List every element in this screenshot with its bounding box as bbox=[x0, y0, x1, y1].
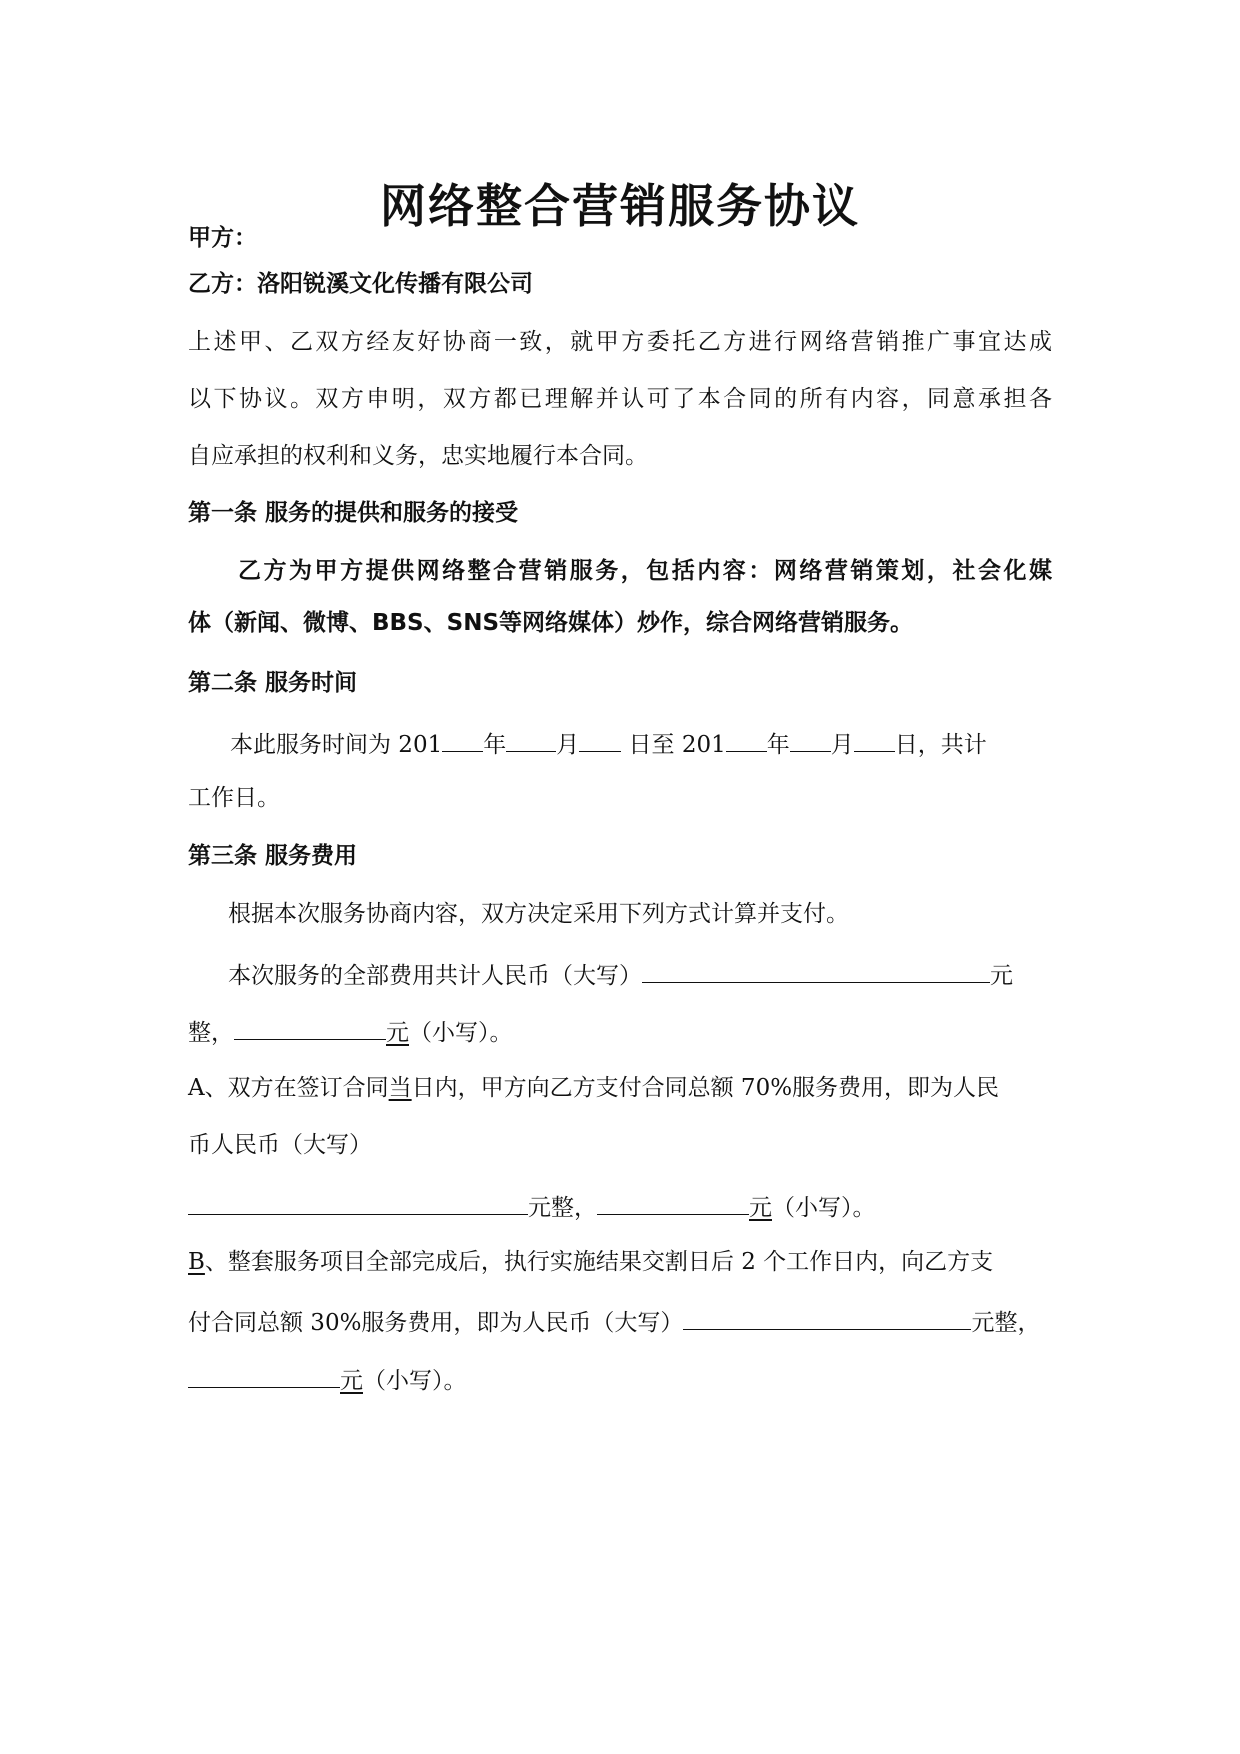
document-title: 网络整合营销服务协议 bbox=[380, 179, 860, 233]
payment-b-uppercase-blank[interactable] bbox=[683, 1303, 971, 1330]
payment-a-lowercase-label: （小写）。 bbox=[772, 1195, 876, 1221]
article-1-heading: 第一条 服务的提供和服务的接受 bbox=[188, 500, 519, 526]
period-text-start: 本此服务时间为 201 bbox=[230, 732, 443, 758]
payment-a-line-3 bbox=[188, 1188, 876, 1224]
payment-b-yuan: 元 bbox=[340, 1368, 363, 1394]
start-month-blank[interactable] bbox=[506, 725, 556, 752]
total-fee-prefix: 本次服务的全部费用共计人民币（大写） bbox=[228, 963, 642, 989]
payment-b-lowercase-label: （小写）。 bbox=[363, 1368, 467, 1394]
total-fee-yuan-2: 元 bbox=[386, 1020, 409, 1046]
payment-a-line-1 bbox=[188, 1072, 999, 1104]
payment-a-dang: 当 bbox=[388, 1075, 412, 1101]
payment-b-line-3 bbox=[188, 1361, 467, 1397]
month-label-2: 月 bbox=[830, 732, 854, 758]
payment-b-letter: B bbox=[188, 1249, 205, 1275]
end-year-blank[interactable] bbox=[726, 725, 767, 752]
total-fee-line-2 bbox=[188, 1013, 513, 1049]
article-3-heading: 第三条 服务费用 bbox=[188, 843, 358, 869]
year-label-2: 年 bbox=[766, 732, 790, 758]
service-period-line-2: 工作日。 bbox=[188, 785, 280, 811]
party-a-label: 甲方： bbox=[188, 225, 257, 251]
start-day-blank[interactable] bbox=[579, 725, 621, 752]
payment-a-uppercase-blank[interactable] bbox=[188, 1188, 528, 1215]
end-month-blank[interactable] bbox=[790, 725, 831, 752]
payment-a-line-2: 币人民币（大写） bbox=[188, 1132, 372, 1158]
start-year-blank[interactable] bbox=[442, 725, 483, 752]
year-label: 年 bbox=[483, 732, 507, 758]
total-fee-lowercase-label: （小写）。 bbox=[409, 1020, 513, 1046]
payment-b-prefix: 付合同总额 30%服务费用，即为人民币（大写） bbox=[188, 1310, 684, 1336]
payment-a-rest: 日内，甲方向乙方支付合同总额 70%服务费用，即为人民 bbox=[411, 1075, 1000, 1101]
article-1-line-2: 体（新闻、微博、BBS、SNS等网络媒体）炒作，综合网络营销服务。 bbox=[188, 610, 914, 636]
article-2-heading: 第二条 服务时间 bbox=[188, 670, 358, 696]
payment-a-yuan-zheng: 元整， bbox=[528, 1195, 597, 1221]
period-text-to: 日至 201 bbox=[621, 732, 726, 758]
total-fee-lowercase-blank[interactable] bbox=[234, 1013, 386, 1040]
payment-b-lowercase-blank[interactable] bbox=[188, 1361, 340, 1388]
fee-intro: 根据本次服务协商内容，双方决定采用下列方式计算并支付。 bbox=[228, 901, 849, 927]
article-1-line-1: 乙方为甲方提供网络整合营销服务，包括内容：网络营销策划，社会化媒 bbox=[238, 558, 1052, 584]
total-fee-uppercase-blank[interactable] bbox=[642, 956, 990, 983]
period-text-end: 日，共计 bbox=[894, 732, 987, 758]
payment-b-line-2 bbox=[188, 1303, 1040, 1339]
payment-b-rest: 、整套服务项目全部完成后，执行实施结果交割日后 2 个工作日内，向乙方支 bbox=[204, 1249, 994, 1275]
party-b-line: 乙方：洛阳锐溪文化传播有限公司 bbox=[188, 271, 533, 297]
total-fee-line bbox=[228, 956, 1013, 992]
payment-a-prefix: A、双方在签订合同 bbox=[188, 1075, 389, 1101]
total-fee-yuan: 元 bbox=[990, 963, 1013, 989]
service-period-line bbox=[230, 725, 987, 761]
payment-b-yuan-zheng: 元整， bbox=[971, 1310, 1041, 1336]
end-day-blank[interactable] bbox=[854, 725, 895, 752]
total-fee-zheng: 整， bbox=[188, 1020, 234, 1046]
payment-a-lowercase-blank[interactable] bbox=[597, 1188, 749, 1215]
payment-b-line-1 bbox=[188, 1246, 993, 1278]
month-label: 月 bbox=[556, 732, 580, 758]
intro-line-3: 自应承担的权利和义务，忠实地履行本合同。 bbox=[188, 443, 648, 469]
intro-line-2: 以下协议。双方申明，双方都已理解并认可了本合同的所有内容，同意承担各 bbox=[188, 386, 1052, 412]
payment-a-yuan: 元 bbox=[749, 1195, 772, 1221]
intro-line-1: 上述甲、乙双方经友好协商一致，就甲方委托乙方进行网络营销推广事宜达成 bbox=[188, 329, 1052, 355]
